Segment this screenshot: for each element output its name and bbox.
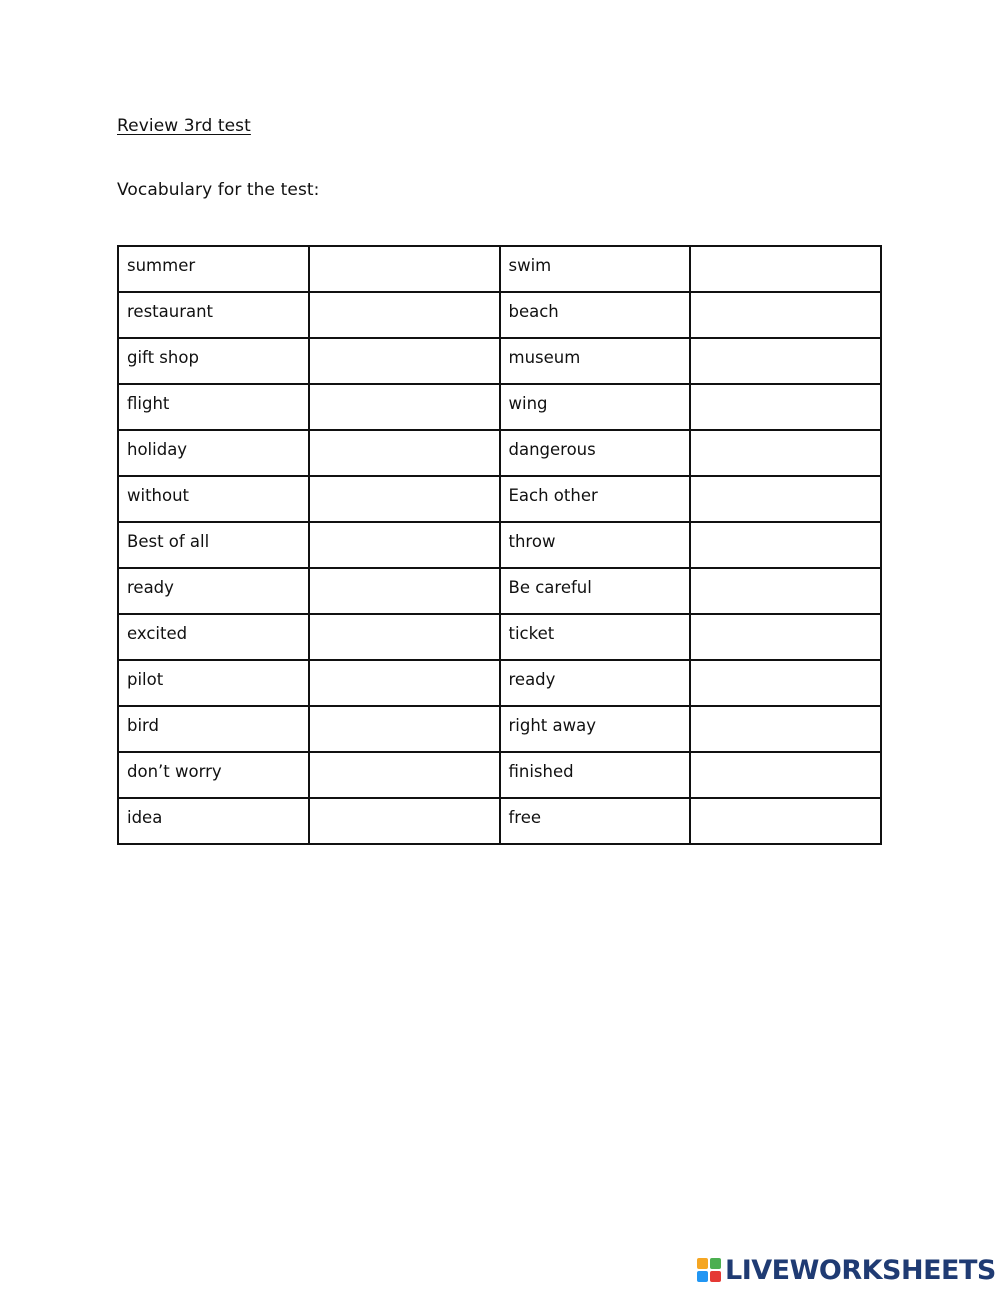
answer-cell-left[interactable] [309, 292, 500, 338]
answer-cell-left[interactable] [309, 246, 500, 292]
table-row [118, 246, 881, 292]
answer-cell-left[interactable] [309, 384, 500, 430]
logo-square-orange [697, 1258, 708, 1269]
page-title: Review 3rd test [117, 116, 251, 136]
vocab-word-left: pilot [118, 660, 309, 706]
answer-cell-left[interactable] [309, 568, 500, 614]
page-subtitle: Vocabulary for the test: [117, 180, 320, 200]
answer-cell-left[interactable] [309, 706, 500, 752]
vocab-word-left: holiday [118, 430, 309, 476]
table-row [118, 384, 881, 430]
answer-cell-left[interactable] [309, 798, 500, 844]
vocab-word-left: excited [118, 614, 309, 660]
vocab-word-left: flight [118, 384, 309, 430]
answer-cell-right[interactable] [690, 568, 881, 614]
table-row [118, 660, 881, 706]
logo-square-blue [697, 1271, 708, 1282]
vocab-word-right: right away [500, 706, 691, 752]
vocab-word-right: museum [500, 338, 691, 384]
answer-cell-left[interactable] [309, 430, 500, 476]
answer-cell-right[interactable] [690, 384, 881, 430]
vocab-word-right: dangerous [500, 430, 691, 476]
answer-cell-right[interactable] [690, 706, 881, 752]
vocab-word-left: Best of all [118, 522, 309, 568]
table-row [118, 522, 881, 568]
vocabulary-table [117, 245, 882, 845]
liveworksheets-logo-icon [697, 1258, 721, 1282]
answer-cell-right[interactable] [690, 430, 881, 476]
vocab-word-right: throw [500, 522, 691, 568]
answer-cell-right[interactable] [690, 292, 881, 338]
answer-cell-left[interactable] [309, 752, 500, 798]
logo-square-red [710, 1271, 721, 1282]
table-row [118, 430, 881, 476]
answer-cell-right[interactable] [690, 798, 881, 844]
vocab-word-right: wing [500, 384, 691, 430]
vocab-word-left: without [118, 476, 309, 522]
vocab-word-left: don’t worry [118, 752, 309, 798]
vocab-word-left: idea [118, 798, 309, 844]
answer-cell-right[interactable] [690, 476, 881, 522]
table-row [118, 752, 881, 798]
answer-cell-left[interactable] [309, 614, 500, 660]
answer-cell-left[interactable] [309, 338, 500, 384]
answer-cell-right[interactable] [690, 246, 881, 292]
answer-cell-right[interactable] [690, 522, 881, 568]
answer-cell-right[interactable] [690, 614, 881, 660]
table-row [118, 568, 881, 614]
vocab-word-right: swim [500, 246, 691, 292]
table-row [118, 798, 881, 844]
vocab-word-right: ticket [500, 614, 691, 660]
vocab-word-right: finished [500, 752, 691, 798]
answer-cell-right[interactable] [690, 752, 881, 798]
vocab-word-right: beach [500, 292, 691, 338]
table-row [118, 476, 881, 522]
answer-cell-left[interactable] [309, 476, 500, 522]
vocab-word-left: summer [118, 246, 309, 292]
vocabulary-table-body [118, 246, 881, 844]
vocab-word-left: restaurant [118, 292, 309, 338]
vocab-word-right: Each other [500, 476, 691, 522]
vocab-word-left: gift shop [118, 338, 309, 384]
vocab-word-right: ready [500, 660, 691, 706]
table-row [118, 292, 881, 338]
vocab-word-right: Be careful [500, 568, 691, 614]
table-row [118, 706, 881, 752]
answer-cell-right[interactable] [690, 338, 881, 384]
vocab-word-left: ready [118, 568, 309, 614]
liveworksheets-logo [697, 1255, 996, 1285]
answer-cell-left[interactable] [309, 522, 500, 568]
vocab-word-left: bird [118, 706, 309, 752]
table-row [118, 614, 881, 660]
answer-cell-right[interactable] [690, 660, 881, 706]
vocab-word-right: free [500, 798, 691, 844]
table-row [118, 338, 881, 384]
logo-text: LIVEWORKSHEETS [725, 1254, 996, 1286]
logo-square-green [710, 1258, 721, 1269]
answer-cell-left[interactable] [309, 660, 500, 706]
